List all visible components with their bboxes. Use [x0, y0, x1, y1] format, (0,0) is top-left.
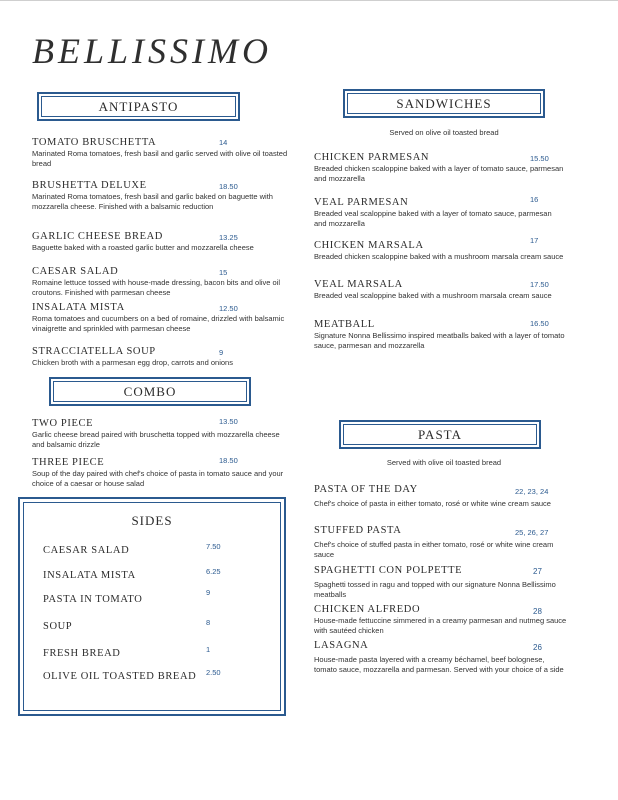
menu-item-two-piece: TWO PIECE 13.50 Garlic cheese bread paired with bruschetta topped with mozzarella cheese and balsamic drizzle	[32, 417, 280, 449]
sandwiches-title: SANDWICHES	[347, 93, 541, 114]
menu-item-insalata-mista: INSALATA MISTA 12.50 Roma tomatoes and cucumbers on a bed of romaine, drizzled with balsamic vinaigrette and sprinkled with parmesan cheese	[32, 302, 285, 333]
side-item-soup: SOUP 8	[43, 618, 211, 632]
side-item-caesar-salad: CAESAR SALAD 7.50	[43, 542, 221, 556]
menu-item-lasagna: LASAGNA 26 House-made pasta layered with a creamy béchamel, beef bolognese, tomato sauce, mozzarella and parmesan. Served with your choice of a side	[314, 640, 564, 674]
top-divider	[0, 0, 618, 1]
menu-item-chicken-alfredo: CHICKEN ALFREDO 28 House-made fettuccine simmered in a creamy parmesan and nutmeg sauce with sautéed chicken	[314, 604, 567, 635]
menu-item-tomato-bruschetta: TOMATO BRUSCHETTA 14 Marinated Roma tomatoes, fresh basil and garlic served with olive oil toasted bread	[32, 137, 288, 168]
menu-item-stuffed-pasta: STUFFED PASTA 25, 26, 27 Chef's choice of stuffed pasta in either tomato, rosé or white wine cream sauce	[314, 525, 554, 559]
menu-item-pasta-of-the-day: PASTA OF THE DAY 22, 23, 24 Chef's choice of pasta in either tomato, rosé or white wine cream sauce	[314, 484, 551, 508]
menu-item-chicken-marsala: CHICKEN MARSALA 17 Breaded chicken scaloppine baked with a mushroom marsala cream sauce	[314, 236, 564, 261]
sandwiches-note: Served on olive oil toasted bread	[389, 128, 499, 137]
pasta-note: Served with olive oil toasted bread	[386, 458, 502, 467]
combo-title: COMBO	[53, 381, 247, 402]
pasta-title: PASTA	[343, 424, 537, 445]
menu-item-stracciatella-soup: STRACCIATELLA SOUP 9 Chicken broth with a parmesan egg drop, carrots and onions	[32, 346, 233, 367]
menu-item-veal-parmesan: VEAL PARMESAN 16 Breaded veal scaloppine baked with a layer of tomato sauce, parmesan and mozzarella	[314, 195, 552, 228]
menu-item-brushetta-deluxe: BRUSHETTA DELUXE 18.50 Marinated Roma tomatoes, fresh basil and garlic baked on baguette with mozzarella cheese. Finished with a balsamic reduction	[32, 180, 273, 211]
side-item-olive-oil-toasted-bread: OLIVE OIL TOASTED BREAD 2.50	[43, 668, 221, 682]
side-item-fresh-bread: FRESH BREAD 1	[43, 645, 211, 659]
menu-item-meatball: MEATBALL 16.50 Signature Nonna Bellissimo inspired meatballs baked with a layer of tomato sauce, parmesan and mozzarella	[314, 319, 565, 350]
sides-box	[18, 497, 286, 716]
side-item-pasta-in-tomato: PASTA IN TOMATO 9	[43, 588, 211, 605]
sides-inner-frame	[23, 502, 281, 711]
restaurant-name: BELLISSIMO	[32, 31, 272, 71]
sandwiches-header	[343, 89, 545, 118]
combo-header	[49, 377, 251, 406]
antipasto-header	[37, 92, 240, 121]
side-item-insalata-mista: INSALATA MISTA 6.25	[43, 567, 221, 581]
sides-title: SIDES	[131, 513, 173, 528]
antipasto-title: ANTIPASTO	[41, 96, 236, 117]
menu-item-veal-marsala: VEAL MARSALA 17.50 Breaded veal scaloppine baked with a mushroom marsala cream sauce	[314, 279, 552, 300]
menu-item-chicken-parmesan: CHICKEN PARMESAN 15.50 Breaded chicken scaloppine baked with a layer of tomato sauce, parmesan and mozzarella	[314, 152, 564, 183]
pasta-header	[339, 420, 541, 449]
menu-item-garlic-cheese-bread: GARLIC CHEESE BREAD 13.25 Baguette baked with a roasted garlic butter and mozzarella cheese	[32, 231, 254, 252]
menu-item-caesar-salad: CAESAR SALAD 15 Romaine lettuce tossed with house-made dressing, bacon bits and olive oil croutons. Finished with parmesan cheese	[32, 266, 281, 297]
menu-item-three-piece: THREE PIECE 18.50 Soup of the day paired with chef's choice of pasta in tomato sauce and your choice of a caesar or house salad	[32, 456, 284, 488]
menu-item-spaghetti-con-polpette: SPAGHETTI CON POLPETTE 27 Spaghetti tossed in ragu and topped with our signature Nonna Bellissimo meatballs	[314, 565, 556, 599]
